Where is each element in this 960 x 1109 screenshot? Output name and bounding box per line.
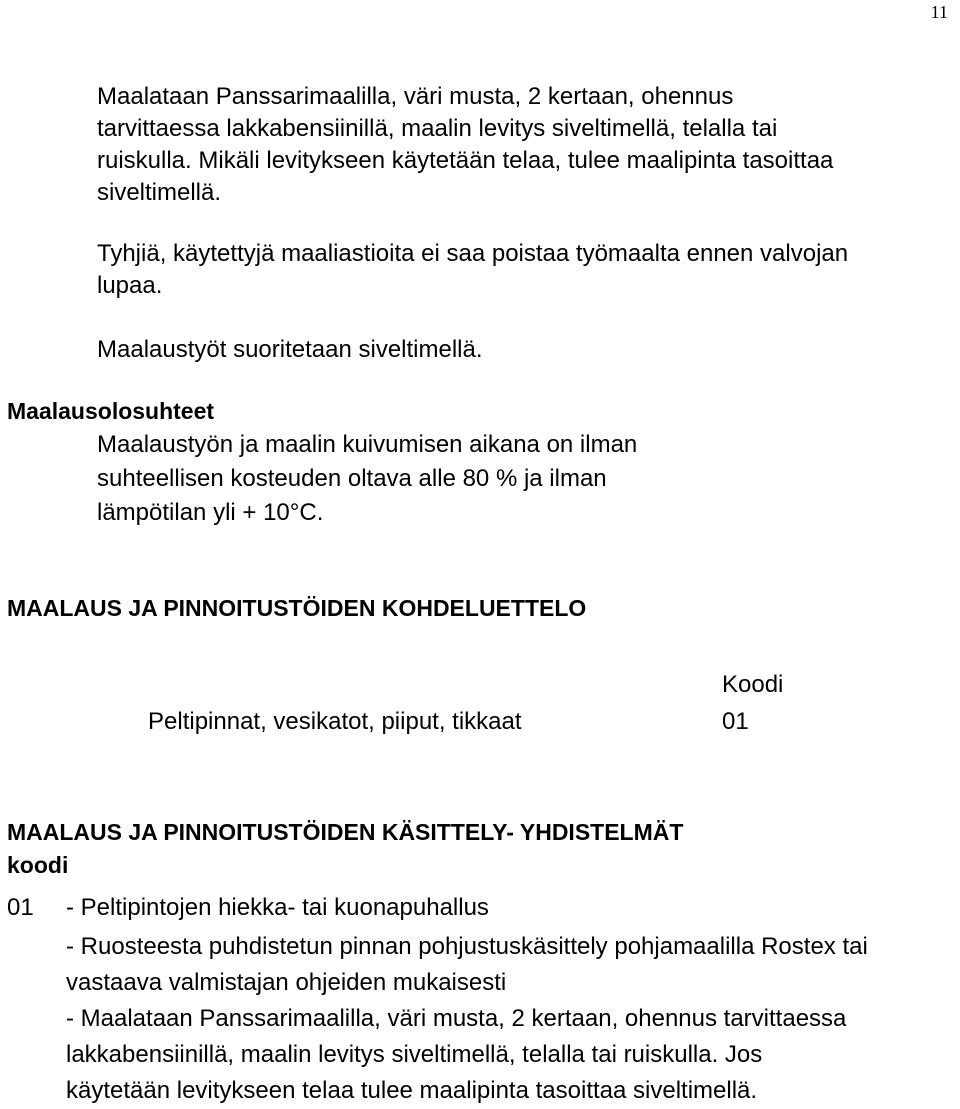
conditions-paragraph (97, 428, 637, 530)
text-line: Maalaustyöt suoritetaan siveltimellä. (97, 336, 483, 363)
text-line: - Ruosteesta puhdistetun pinnan pohjustuskäsittely pohjamaalilla Rostex tai (66, 933, 868, 960)
target-list-item: Peltipinnat, vesikatot, piiput, tikkaat (148, 708, 522, 735)
conditions-heading: Maalausolosuhteet (7, 398, 215, 424)
treatment-entry-code: 01 (7, 894, 34, 921)
text-line: siveltimellä. (97, 179, 222, 206)
intro-paragraph-painting (97, 81, 833, 209)
page-number: 11 (930, 2, 948, 22)
text-line: Maalataan Panssarimaalilla, väri musta, 2 kertaan, ohennus (97, 83, 734, 110)
treatment-step-blasting: - Peltipintojen hiekka- tai kuonapuhallus (66, 894, 489, 921)
text-line: vastaava valmistajan ohjeiden mukaisesti (66, 969, 507, 996)
treatment-code-subheading: koodi (7, 852, 69, 878)
text-line: tarvittaessa lakkabensiinillä, maalin levitys siveltimellä, telalla tai (97, 115, 778, 142)
intro-paragraph-brush (97, 334, 483, 366)
treatment-entry-steps (66, 929, 868, 1109)
text-line: - Maalataan Panssarimaalilla, väri musta, 2 kertaan, ohennus tarvittaessa (66, 1005, 847, 1032)
intro-paragraph-containers (97, 238, 848, 302)
text-line: suhteellisen kosteuden oltava alle 80 % ja ilman (97, 465, 607, 492)
text-line: käytetään levitykseen telaa tulee maalipinta tasoittaa siveltimellä. (66, 1077, 758, 1104)
text-line: lakkabensiinillä, maalin levitys siveltimellä, telalla tai ruiskulla. Jos (66, 1041, 763, 1068)
text-line: Tyhjiä, käytettyjä maaliastioita ei saa poistaa työmaalta ennen valvojan (97, 240, 849, 267)
code-column-header: Koodi (722, 671, 784, 698)
treatment-heading: MAALAUS JA PINNOITUSTÖIDEN KÄSITTELY- YHDISTELMÄT (7, 819, 684, 845)
text-line: lupaa. (97, 272, 163, 299)
text-line: ruiskulla. Mikäli levitykseen käytetään telaa, tulee maalipinta tasoittaa (97, 147, 834, 174)
text-line: Maalaustyön ja maalin kuivumisen aikana on ilman (97, 431, 638, 458)
target-list-code: 01 (722, 708, 749, 735)
text-line: lämpötilan yli + 10°C. (97, 499, 324, 526)
target-list-heading: MAALAUS JA PINNOITUSTÖIDEN KOHDELUETTELO (7, 595, 587, 621)
